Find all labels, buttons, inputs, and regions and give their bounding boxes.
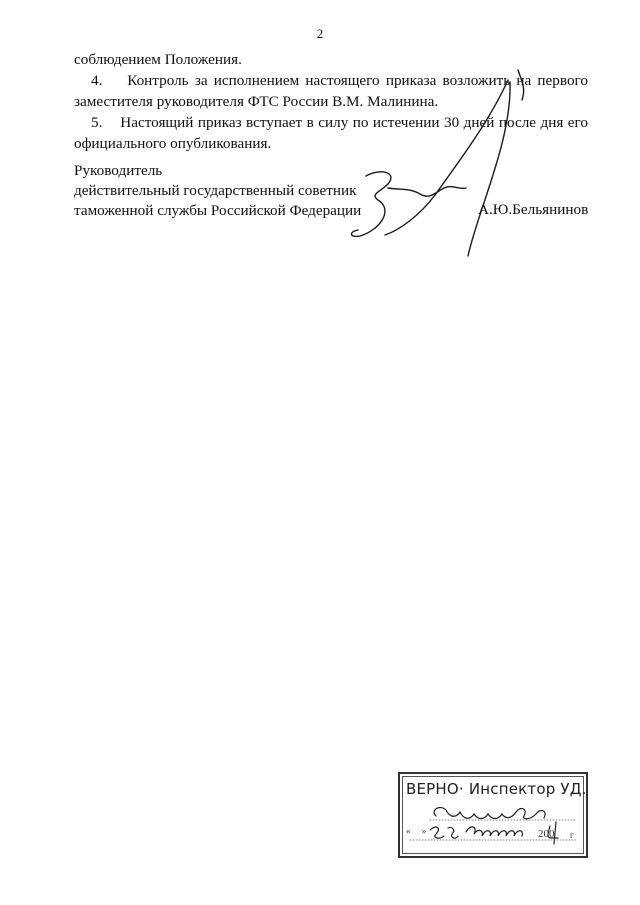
- page-number: 2: [316, 26, 324, 41]
- stamp-date-quotes: « »: [406, 826, 427, 836]
- stamp-handwriting: [400, 774, 586, 856]
- paragraph-4-line-2: заместителя руководителя ФТС России В.М. Малинина.: [74, 93, 439, 110]
- certification-stamp: [398, 772, 588, 858]
- signatory-title: [74, 161, 361, 221]
- stamp-year-mark: г: [570, 830, 574, 840]
- signatory-name: А.Ю.Бельянинов: [478, 201, 589, 218]
- paragraph-5-line-2: официального опубликования.: [74, 135, 272, 152]
- stamp-header: ВЕРНО· Инспектор УД.: [406, 780, 587, 798]
- paragraph-5-line-1: 5. Настоящий приказ вступает в силу по истечении 30 дней после дня его: [91, 114, 588, 131]
- signatory-title-line: действительный государственный советник: [74, 182, 357, 199]
- signatory-title-line: Руководитель: [74, 162, 163, 179]
- handwritten-signature: [340, 60, 600, 280]
- text-line: соблюдением Положения.: [74, 51, 242, 68]
- stamp-date: [406, 826, 574, 840]
- paragraph-4-line-1: 4. Контроль за исполнением настоящего приказа возложить на первого: [91, 72, 588, 89]
- signatory-title-line: таможенной службы Российской Федерации: [74, 202, 362, 219]
- stamp-year: 200: [538, 828, 555, 840]
